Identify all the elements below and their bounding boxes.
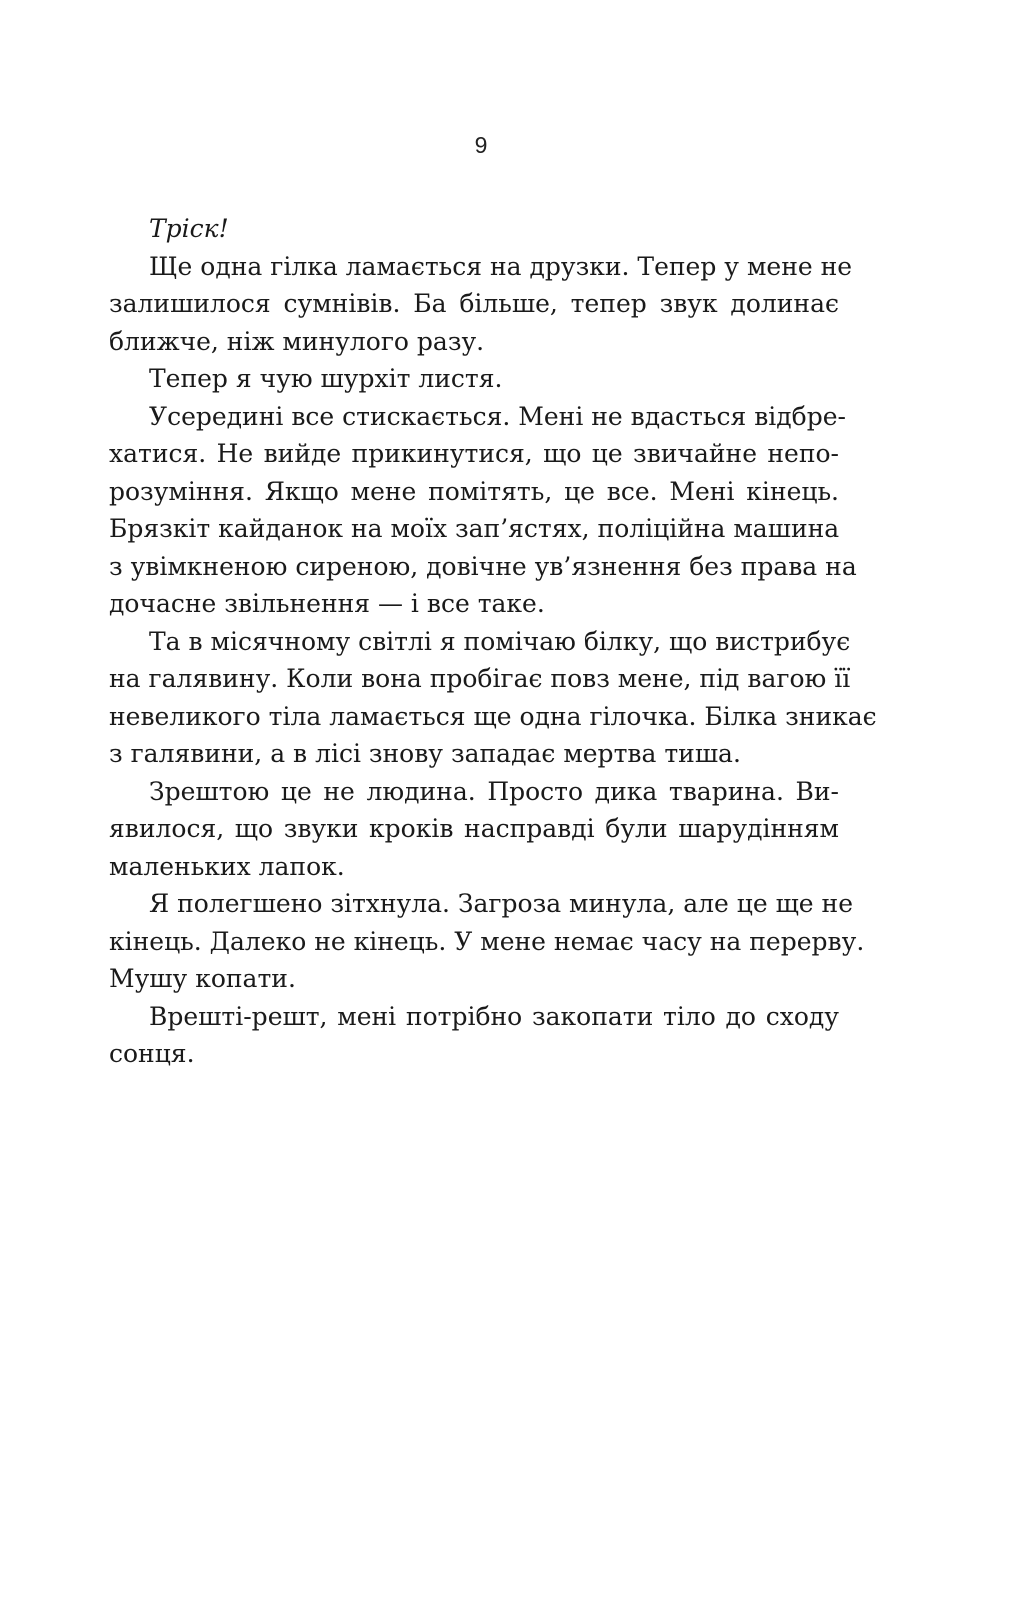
text-line: Зрештою це не людина. Просто дика тварина. Ви- <box>149 776 839 806</box>
text-line: Тріск! <box>149 214 229 243</box>
text-line: хатися. Не вийде прикинутися, що це звичайне непо- <box>109 439 839 468</box>
text-line: ближче, ніж минулого разу. <box>109 326 485 356</box>
text-line: маленьких лапок. <box>109 851 345 881</box>
paragraph <box>109 885 865 998</box>
text-line: Та в місячному світлі я помічаю білку, що вистрибує <box>149 626 851 656</box>
paragraph <box>109 360 839 398</box>
text-line: з увімкненою сиреною, довічне ув’язнення без права на <box>109 551 857 581</box>
text-line: Я полегшено зітхнула. Загроза минула, але це ще не <box>149 889 854 918</box>
text-line: Ще одна гілка ламається на друзки. Тепер у мене не <box>149 251 853 281</box>
text-line: дочасне звільнення — і все таке. <box>109 589 545 618</box>
text-line: явилося, що звуки кроків насправді були шарудінням <box>109 814 839 843</box>
paragraph <box>109 998 839 1073</box>
text-line: сонця. <box>109 1039 195 1068</box>
paragraph <box>109 773 839 886</box>
paragraph <box>109 623 877 773</box>
text-line: Усередині все стискається. Мені не вдасться відбре- <box>149 401 846 431</box>
paragraph <box>109 248 853 361</box>
text-line: Тепер я чую шурхіт листя. <box>149 364 503 393</box>
text-line: з галявини, а в лісі знову западає мертва тиша. <box>109 739 741 768</box>
text-line: невеликого тіла ламається ще одна гілочка. Білка зникає <box>109 701 877 731</box>
text-line: Брязкіт кайданок на моїх зап’ястях, поліційна машина <box>109 514 840 543</box>
text-line: Врешті-решт, мені потрібно закопати тіло до сходу <box>149 1001 839 1031</box>
text-line: розуміння. Якщо мене помітять, це все. Мені кінець. <box>109 476 839 506</box>
body-text <box>109 210 877 1073</box>
text-line: Мушу копати. <box>109 964 296 993</box>
paragraph <box>109 210 839 248</box>
page-number: 9 <box>474 132 488 158</box>
text-line: на галявину. Коли вона пробігає повз мене, під вагою її <box>109 664 851 693</box>
text-line: залишилося сумнівів. Ба більше, тепер звук долинає <box>109 289 839 318</box>
paragraph <box>109 398 857 623</box>
text-line: кінець. Далеко не кінець. У мене немає часу на перерву. <box>109 926 865 956</box>
